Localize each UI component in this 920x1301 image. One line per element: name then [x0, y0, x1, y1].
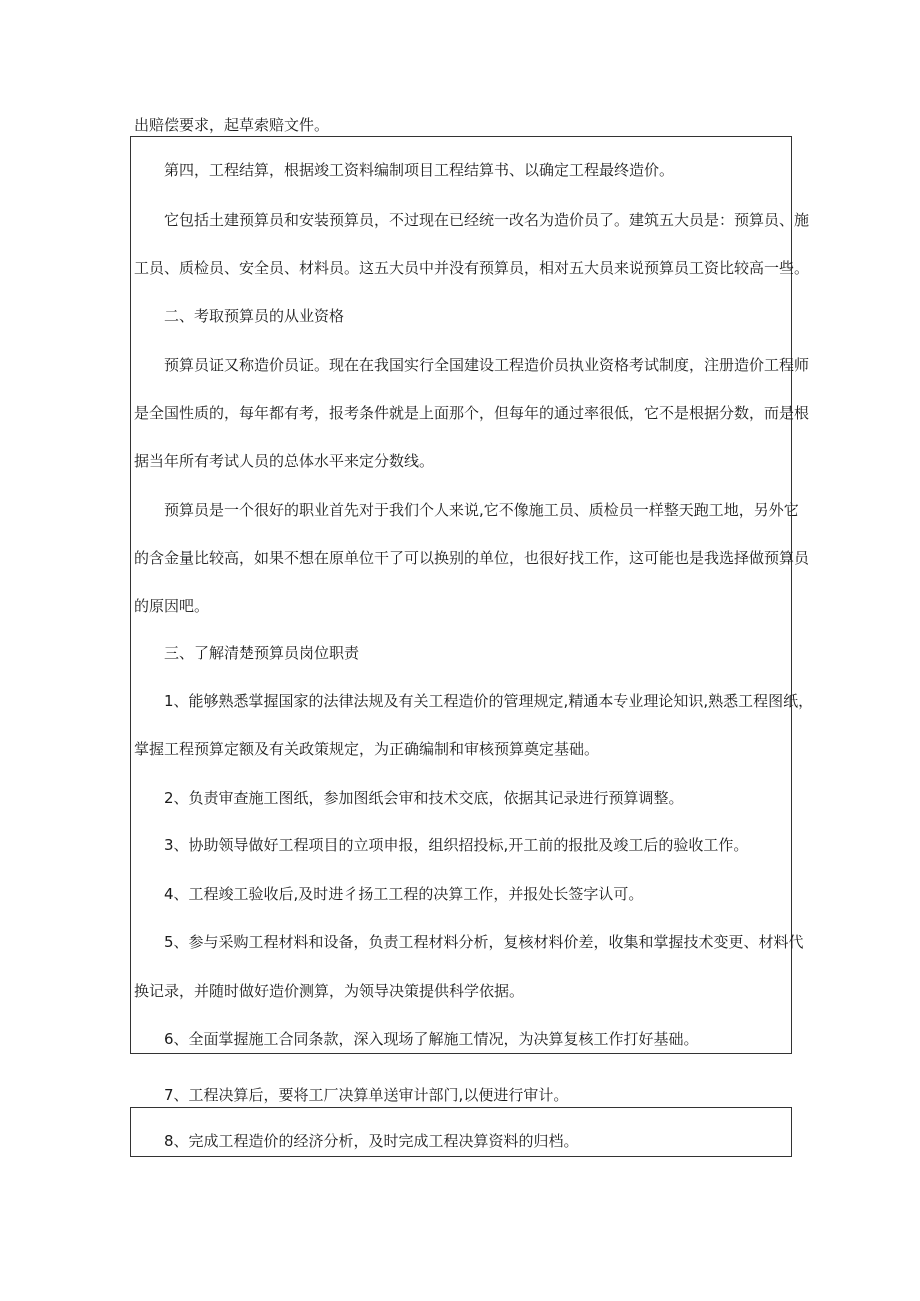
- top-line: 出赔偿要求，起草索赔文件。: [134, 116, 330, 134]
- paragraph-certificate-l1: 预算员证又称造价员证。现在在我国实行全国建设工程造价员执业资格考试制度，注册造价工程师: [164, 356, 810, 374]
- section-heading-qualification: 二、考取预算员的从业资格: [164, 307, 345, 325]
- section-heading-duties: 三、了解清楚预算员岗位职责: [164, 644, 360, 662]
- paragraph-fourth-settlement: 第四，工程结算，根据竣工资料编制项目工程结算书、以确定工程最终造价。: [164, 161, 675, 179]
- paragraph-career-l1: 预算员是一个很好的职业首先对于我们个人来说,它不像施工员、质检员一样整天跑工地，另外它: [164, 501, 799, 519]
- duty-item-8: 8、完成工程造价的经济分析，及时完成工程决算资料的归档。: [164, 1132, 579, 1150]
- duty-item-2: 2、负责审查施工图纸，参加图纸会审和技术交底，依据其记录进行预算调整。: [164, 789, 684, 807]
- duty-item-1-l1: 1、能够熟悉掌握国家的法律法规及有关工程造价的管理规定,精通本专业理论知识,熟悉工程图纸，: [164, 692, 814, 710]
- paragraph-certificate-l2: 是全国性质的，每年都有考，报考条件就是上面那个，但每年的通过率很低，它不是根据分数，而是根: [134, 404, 810, 422]
- duty-item-5-l1: 5、参与采购工程材料和设备，负责工程材料分析，复核材料价差，收集和掌握技术变更、材料代: [164, 933, 804, 951]
- paragraph-budgeter-l2: 工员、质检员、安全员、材料员。这五大员中并没有预算员，相对五大员来说预算员工资比较高一些。: [134, 259, 810, 277]
- paragraph-budgeter-l1: 它包括土建预算员和安装预算员，不过现在已经统一改名为造价员了。建筑五大员是：预算员、施: [164, 211, 810, 229]
- paragraph-certificate-l3: 据当年所有考试人员的总体水平来定分数线。: [134, 452, 435, 470]
- paragraph-career-l3: 的原因吧。: [134, 597, 210, 615]
- duty-item-1-l2: 掌握工程预算定额及有关政策规定，为正确编制和审核预算奠定基础。: [134, 740, 600, 758]
- duty-item-4: 4、工程竣工验收后,及时进彳扬工工程的决算工作，并报处长签字认可。: [164, 885, 644, 903]
- paragraph-career-l2: 的含金量比较高，如果不想在原单位干了可以换别的单位，也很好找工作，这可能也是我选择做预算员: [134, 549, 810, 567]
- duty-item-5-l2: 换记录，并随时做好造价测算，为领导决策提供科学依据。: [134, 982, 525, 1000]
- duty-item-3: 3、协助领导做好工程项目的立项申报，组织招投标,开工前的报批及竣工后的验收工作。: [164, 836, 749, 854]
- duty-item-6: 6、全面掌握施工合同条款，深入现场了解施工情况，为决算复核工作打好基础。: [164, 1030, 699, 1048]
- duty-item-7: 7、工程决算后，要将工厂决算单送审计部门,以便进行审计。: [164, 1086, 569, 1104]
